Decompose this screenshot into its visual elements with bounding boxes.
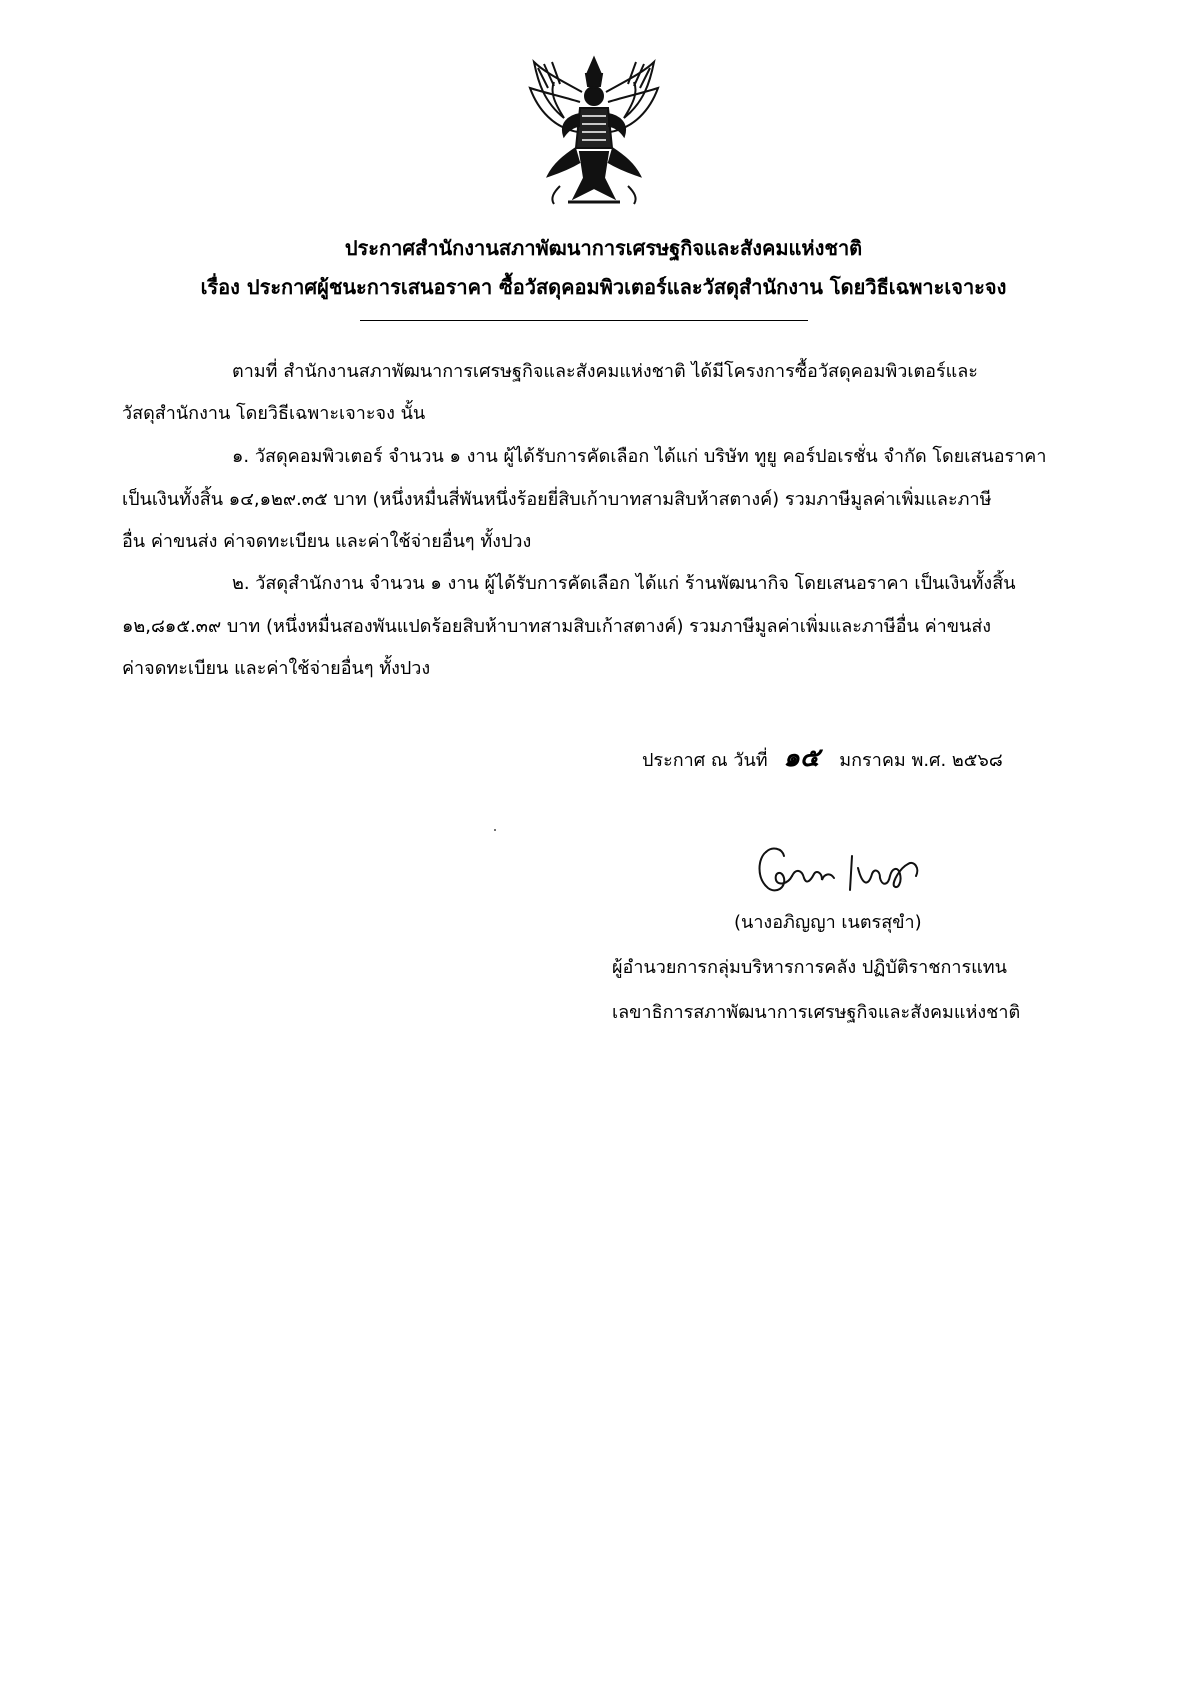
signatory-name: (นางอภิญญา เนตรสุขำ) bbox=[734, 912, 922, 933]
date-month-year: มกราคม พ.ศ. ๒๕๖๘ bbox=[839, 750, 1003, 771]
item2-line: ๑๒,๘๑๕.๓๙ บาท (หนึ่งหมื่นสองพันแปดร้อยสิบห้าบาทสามสิบเก้าสตางค์) รวมภาษีมูลค่าเพิ่มและภาษีอื่น ค่าขนส่ง bbox=[122, 616, 992, 637]
item1-line: ๑. วัสดุคอมพิวเตอร์ จำนวน ๑ งาน ผู้ได้รับการคัดเลือก ได้แก่ บริษัท ทูยู คอร์ปอเรชั่น จำกัด โดยเสนอราคา bbox=[232, 446, 1047, 467]
date-day: ๑๕ bbox=[783, 743, 820, 773]
announcement-subject: เรื่อง ประกาศผู้ชนะการเสนอราคา ซื้อวัสดุคอมพิวเตอร์และวัสดุสำนักงาน โดยวิธีเฉพาะเจาะจง bbox=[200, 275, 1007, 299]
intro-line: ตามที่ สำนักงานสภาพัฒนาการเศรษฐกิจและสังคมแห่งชาติ ได้มีโครงการซื้อวัสดุคอมพิวเตอร์และ bbox=[232, 361, 978, 382]
title-divider bbox=[360, 320, 808, 321]
garuda-emblem-icon bbox=[524, 52, 664, 210]
intro-line: วัสดุสำนักงาน โดยวิธีเฉพาะเจาะจง นั้น bbox=[122, 403, 426, 424]
date-prefix: ประกาศ ณ วันที่ bbox=[642, 750, 768, 771]
item2-line: ๒. วัสดุสำนักงาน จำนวน ๑ งาน ผู้ได้รับการคัดเลือก ได้แก่ ร้านพัฒนากิจ โดยเสนอราคา เป็นเงินทั้งสิ้น bbox=[232, 573, 1016, 594]
announcement-date bbox=[642, 737, 1003, 778]
item1-line: เป็นเงินทั้งสิ้น ๑๔,๑๒๙.๓๕ บาท (หนึ่งหมื่นสี่พันหนึ่งร้อยยี่สิบเก้าบาทสามสิบห้าสตางค์) รวมภาษีมูลค่าเพิ่มและภาษี bbox=[122, 489, 992, 510]
stray-dot bbox=[494, 829, 496, 831]
signatory-position: ผู้อำนวยการกลุ่มบริหารการคลัง ปฏิบัติราชการแทน bbox=[612, 957, 1007, 978]
item2-line: ค่าจดทะเบียน และค่าใช้จ่ายอื่นๆ ทั้งปวง bbox=[122, 658, 431, 679]
handwritten-signature-icon bbox=[752, 838, 932, 898]
signatory-position: เลขาธิการสภาพัฒนาการเศรษฐกิจและสังคมแห่งชาติ bbox=[612, 1002, 1021, 1023]
announcement-title: ประกาศสำนักงานสภาพัฒนาการเศรษฐกิจและสังคมแห่งชาติ bbox=[344, 236, 863, 260]
item1-line: อื่น ค่าขนส่ง ค่าจดทะเบียน และค่าใช้จ่ายอื่นๆ ทั้งปวง bbox=[122, 531, 532, 552]
